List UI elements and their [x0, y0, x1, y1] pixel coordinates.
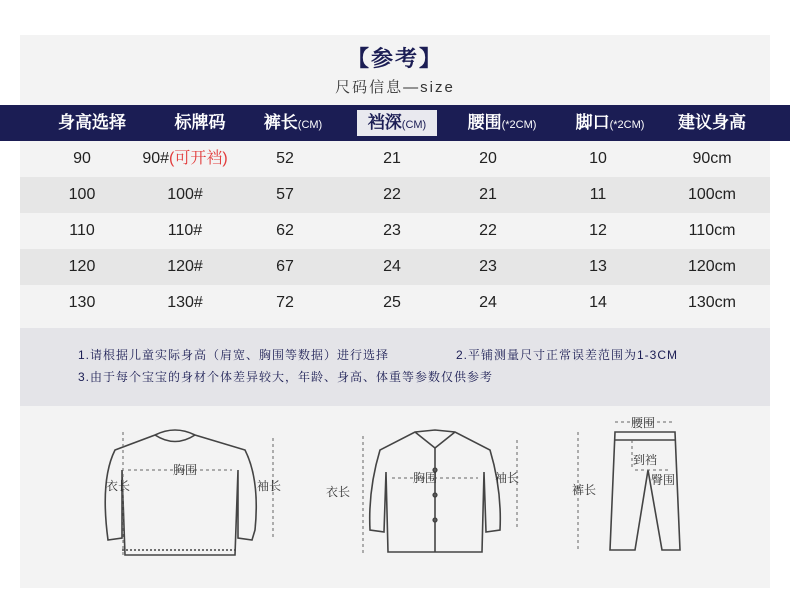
cell-length: 72 [276, 294, 294, 311]
cell-waist: 24 [479, 294, 497, 311]
cell-suggest: 130cm [687, 294, 737, 311]
shirt-diagram [370, 430, 501, 552]
cell-tag: 110# [167, 222, 203, 239]
notes-box [20, 328, 770, 406]
cell-tag: 100# [167, 186, 203, 203]
cell-hem: 11 [589, 186, 607, 203]
table-row [20, 177, 770, 213]
pants-length-label: 裤长 [572, 483, 597, 497]
sweater-sleeve-label: 袖长 [257, 479, 282, 493]
header-rise: 裆深(CM) [357, 110, 437, 136]
header-height-choice: 身高选择 [58, 113, 126, 132]
header-hem: 脚口(*2CM) [575, 113, 645, 132]
cell-length: 67 [276, 258, 294, 275]
cell-hem: 14 [589, 294, 607, 311]
cell-tag: 120# [167, 258, 203, 275]
cell-waist: 23 [479, 258, 497, 275]
pants-diagram [610, 432, 680, 550]
cell-length: 62 [276, 222, 294, 239]
cell-rise: 23 [383, 222, 401, 239]
cell-rise: 25 [383, 294, 401, 311]
shirt-chest-label: 胸围 [413, 471, 438, 485]
cell-hem: 13 [589, 258, 607, 275]
shirt-sleeve-label: 袖长 [495, 471, 520, 485]
measurement-diagrams [20, 410, 770, 585]
header-suggested-height: 建议身高 [678, 113, 746, 132]
cell-waist: 20 [479, 150, 497, 167]
pants-crotch-label: 到裆 [633, 453, 658, 467]
pants-hip-label: 臀围 [651, 473, 676, 487]
table-row [20, 249, 770, 285]
table-row [20, 213, 770, 249]
cell-rise: 22 [383, 186, 401, 203]
cell-suggest: 100cm [687, 186, 737, 203]
table-row [20, 141, 770, 177]
page-title: 【参考】 [346, 46, 443, 71]
cell-hem: 10 [589, 150, 607, 167]
cell-suggest: 120cm [687, 258, 737, 275]
page-subtitle: 尺码信息—size [335, 79, 455, 96]
cell-height: 120 [68, 258, 96, 275]
cell-tag-note: (可开裆) [169, 150, 228, 167]
header-pants-length: 裤长(CM) [263, 113, 323, 132]
shirt-body-label: 衣长 [326, 485, 351, 499]
sweater-chest-label: 胸围 [173, 463, 198, 477]
diagram-svg [20, 410, 770, 585]
cell-height: 90 [73, 150, 91, 167]
cell-waist: 22 [479, 222, 497, 239]
pants-waist-label: 腰围 [631, 416, 656, 430]
sweater-body-label: 衣长 [106, 479, 131, 493]
cell-hem: 12 [589, 222, 607, 239]
cell-length: 52 [276, 150, 294, 167]
cell-tag: 90#(可开裆) [142, 150, 228, 167]
note-line-1b: 2.平铺测量尺寸正常误差范围为1-3CM [456, 348, 679, 362]
cell-height: 100 [68, 186, 96, 203]
cell-rise: 21 [383, 150, 401, 167]
size-table-header [0, 105, 790, 141]
header-waist: 腰围(*2CM) [467, 113, 537, 132]
cell-waist: 21 [479, 186, 497, 203]
cell-suggest: 90cm [692, 150, 732, 167]
cell-length: 57 [276, 186, 294, 203]
header-tag-size: 标牌码 [174, 113, 226, 132]
cell-rise: 24 [383, 258, 401, 275]
note-line-1a: 1.请根据儿童实际身高（肩宽、胸围等数据）进行选择 [78, 348, 390, 362]
cell-suggest: 110cm [688, 222, 736, 239]
note-line-2: 3.由于每个宝宝的身材个体差异较大，年龄、身高、体重等参数仅供参考 [78, 370, 494, 384]
table-row [20, 285, 770, 321]
cell-height: 110 [69, 222, 95, 239]
cell-height: 130 [68, 294, 96, 311]
cell-tag: 130# [167, 294, 203, 311]
